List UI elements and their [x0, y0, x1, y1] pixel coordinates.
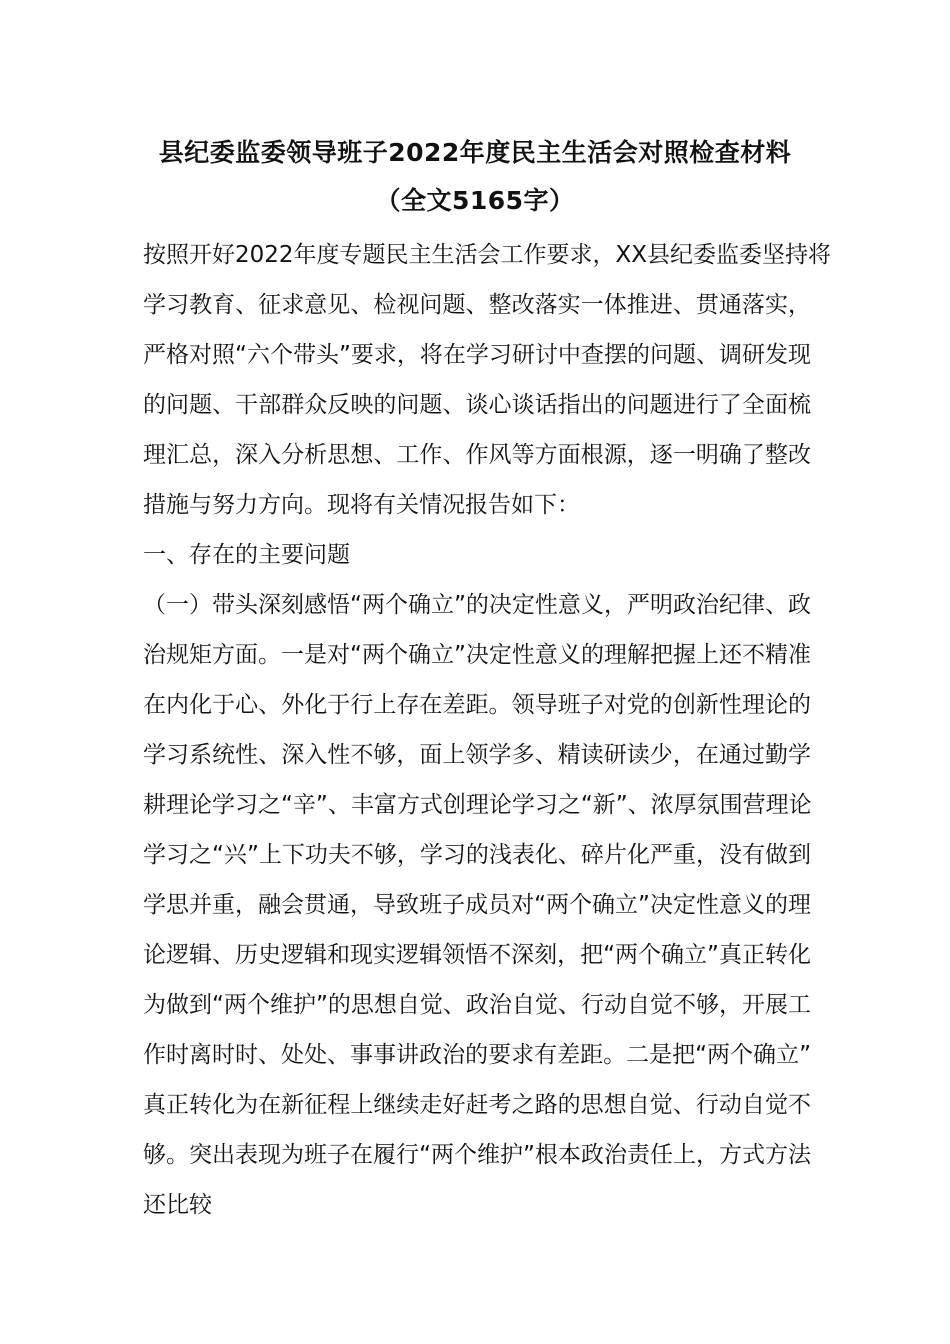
body-line: 作时离时时、处处、事事讲政治的要求有差距。二是把“两个确立”: [143, 1042, 811, 1068]
body-line: 措施与努力方向。现将有关情况报告如下：: [143, 492, 580, 518]
body-line: 理汇总，深入分析思想、工作、作风等方面根源，逐一明确了整改: [143, 442, 811, 468]
document-body: [143, 230, 832, 1230]
body-line: 学思并重，融会贯通，导致班子成员对“两个确立”决定性意义的理: [143, 892, 811, 918]
body-line: 真正转化为在新征程上继续走好赶考之路的思想自觉、行动自觉不: [143, 1092, 811, 1118]
body-line: 严格对照“六个带头”要求，将在学习研讨中查摆的问题、调研发现: [143, 342, 811, 368]
section-heading: 一、存在的主要问题: [143, 542, 350, 568]
document-title: 县纪委监委领导班子2022年度民主生活会对照检查材料: [158, 138, 792, 167]
body-line: 的问题、干部群众反映的问题、谈心谈话指出的问题进行了全面梳: [143, 392, 811, 418]
body-line: 够。突出表现为班子在履行“两个维护”根本政治责任上，方式方法: [143, 1142, 811, 1168]
body-line: （一）带头深刻感悟“两个确立”的决定性意义，严明政治纪律、政: [143, 592, 811, 618]
body-line: 耕理论学习之“辛”、丰富方式创理论学习之“新”、浓厚氛围营理论: [143, 792, 812, 818]
body-line: 学习教育、征求意见、检视问题、整改落实一体推进、贯通落实，: [143, 292, 811, 318]
body-line: 按照开好2022年度专题民主生活会工作要求，XX县纪委监委坚持将: [143, 242, 832, 268]
body-line: 论逻辑、历史逻辑和现实逻辑领悟不深刻，把“两个确立”真正转化: [143, 942, 811, 968]
body-line: 在内化于心、外化于行上存在差距。领导班子对党的创新性理论的: [143, 692, 811, 718]
body-line: 还比较: [143, 1192, 212, 1218]
body-line: 为做到“两个维护”的思想自觉、政治自觉、行动自觉不够，开展工: [143, 992, 811, 1018]
body-line: 治规矩方面。一是对“两个确立”决定性意义的理解把握上还不精准: [143, 642, 811, 668]
body-line: 学习系统性、深入性不够，面上领学多、精读研读少，在通过勤学: [143, 742, 811, 768]
document-subtitle: （全文5165字）: [375, 186, 575, 215]
body-line: 学习之“兴”上下功夫不够，学习的浅表化、碎片化严重，没有做到: [143, 842, 811, 868]
